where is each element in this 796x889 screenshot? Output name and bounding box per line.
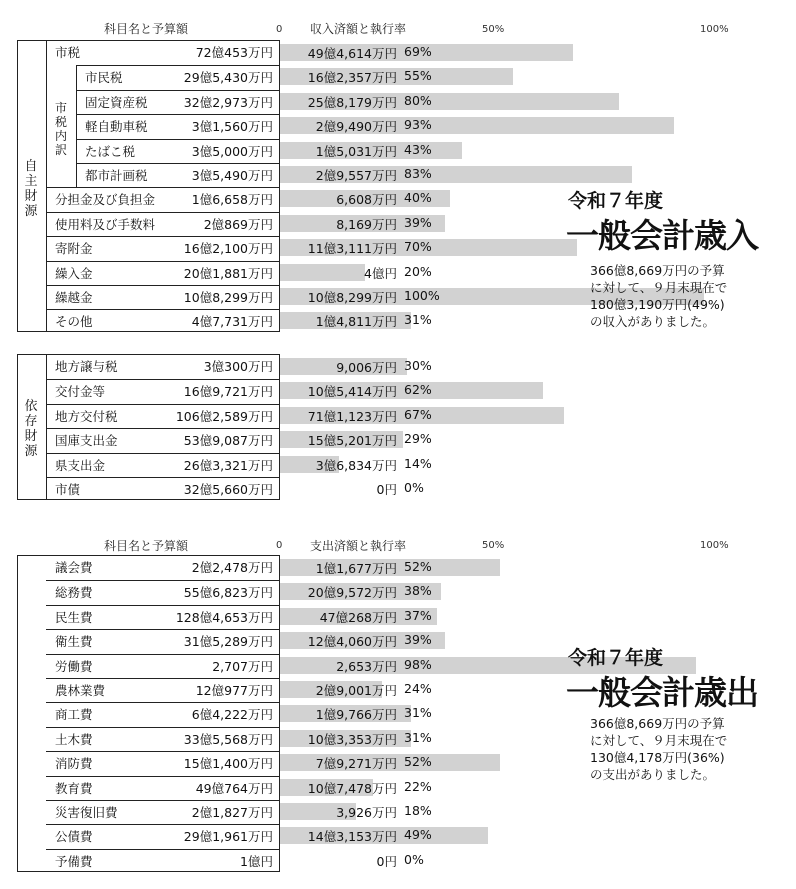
revenue-annotation-title: 一般会計歳入: [566, 216, 758, 255]
table-row: [18, 261, 279, 285]
table-row: [18, 428, 279, 452]
table-row: [18, 285, 279, 309]
execution-percent: 39%: [404, 632, 432, 648]
execution-percent: 29%: [404, 431, 432, 447]
table-row: [18, 187, 279, 211]
row-name: 県支出金: [46, 453, 207, 477]
execution-percent: 0%: [404, 480, 424, 495]
group-label-dependent-source: 依存財源: [24, 399, 38, 459]
expenditure-table: [17, 555, 280, 872]
execution-amount: 12億4,060万円: [307, 634, 397, 650]
divider: [46, 41, 47, 331]
table-row: [18, 727, 279, 751]
row-name: その他: [46, 309, 207, 333]
expenditure-annotation-line: の支出がありました。: [590, 767, 716, 782]
execution-amount: 14億3,153万円: [307, 829, 397, 845]
row-name: 都市計画税: [76, 163, 207, 187]
revenue-tick-0: 0: [276, 24, 283, 35]
row-name: 繰入金: [46, 261, 207, 285]
row-budget: 2,707万円: [168, 654, 279, 678]
execution-percent: 80%: [404, 92, 432, 108]
execution-amount: 3,926万円: [336, 805, 397, 820]
execution-amount: 15億5,201万円: [307, 433, 397, 449]
row-budget: 15億1,400万円: [168, 751, 279, 775]
table-row: [18, 41, 279, 65]
row-name: 商工費: [46, 702, 207, 726]
expenditure-annotation-line: 366億8,669万円の予算: [590, 716, 725, 731]
row-budget: 2億2,478万円: [191, 560, 273, 575]
table-row: [18, 800, 279, 824]
table-row: [18, 605, 279, 629]
row-name: 交付金等: [46, 379, 207, 403]
table-row: [18, 824, 279, 848]
execution-percent: 22%: [404, 778, 432, 794]
table-row: [18, 629, 279, 653]
execution-percent: 93%: [404, 117, 432, 133]
execution-amount: 10億8,299万円: [307, 290, 397, 305]
divider: [76, 65, 77, 187]
execution-percent: 62%: [404, 382, 432, 398]
row-budget: 20億1,881万円: [168, 261, 279, 285]
divider: [46, 355, 47, 499]
execution-amount: 2億9,001万円: [315, 683, 397, 698]
row-name: 使用料及び手数料: [46, 212, 207, 236]
execution-percent: 39%: [404, 214, 432, 230]
row-name: 地方交付税: [46, 404, 207, 428]
execution-percent: 20%: [404, 263, 432, 279]
row-budget: 10億8,299万円: [168, 285, 279, 309]
execution-percent: 67%: [404, 406, 432, 422]
row-budget: 1億円: [168, 849, 279, 873]
execution-percent: 24%: [404, 681, 432, 696]
row-budget: 32億5,660万円: [168, 477, 279, 501]
execution-amount: 49億4,614万円: [307, 46, 397, 61]
expenditure-annotation-line: に対して、９月末現在で: [590, 733, 728, 748]
expenditure-tick-50: 50%: [482, 540, 505, 551]
row-name: 寄附金: [46, 236, 207, 260]
execution-percent: 100%: [404, 288, 440, 303]
row-budget: 31億5,289万円: [168, 629, 279, 653]
row-name: 市債: [46, 477, 207, 501]
expenditure-header-exec: 支出済額と執行率: [310, 539, 407, 553]
revenue-dependent-source-table: [17, 354, 280, 500]
table-row: [18, 163, 279, 187]
execution-amount: 6,608万円: [336, 192, 397, 208]
row-name: 労働費: [46, 654, 207, 678]
execution-percent: 70%: [404, 239, 432, 255]
execution-amount: 16億2,357万円: [307, 70, 397, 86]
row-budget: 29億1,961万円: [168, 824, 279, 848]
table-row: [18, 702, 279, 726]
execution-percent: 0%: [404, 851, 424, 867]
row-budget: 2億1,827万円: [168, 800, 279, 824]
execution-percent: 52%: [404, 559, 432, 574]
row-budget: 72億453万円: [195, 45, 273, 60]
revenue-annotation-line: 180億3,190万円(49%): [590, 297, 725, 312]
row-budget: 3億5,490万円: [168, 163, 279, 187]
row-name: たばこ税: [76, 139, 207, 163]
execution-percent: 38%: [404, 583, 432, 599]
execution-amount: 3億6,834万円: [315, 457, 397, 473]
table-row: [18, 404, 279, 428]
execution-percent: 69%: [404, 44, 432, 59]
table-row: [18, 379, 279, 403]
execution-percent: 37%: [404, 607, 432, 623]
execution-amount: 4億円: [364, 265, 397, 281]
execution-amount: 8,169万円: [336, 216, 397, 232]
row-name: 繰越金: [46, 285, 207, 309]
revenue-annotation-line: 366億8,669万円の予算: [590, 263, 725, 278]
row-budget: 49億764万円: [168, 776, 279, 800]
revenue-annotation-year: 令和７年度: [568, 190, 664, 212]
revenue-annotation-line: の収入がありました。: [590, 314, 716, 329]
expenditure-tick-0: 0: [276, 540, 283, 551]
row-budget: 53億9,087万円: [168, 428, 279, 452]
execution-amount: 1億5,031万円: [315, 143, 397, 159]
execution-percent: 18%: [404, 803, 432, 818]
row-budget: 16億2,100万円: [168, 236, 279, 260]
row-budget: 26億3,321万円: [168, 453, 279, 477]
table-row: [18, 212, 279, 236]
execution-amount: 0円: [376, 482, 397, 497]
table-row: [18, 309, 279, 333]
row-name: 分担金及び負担金: [46, 187, 207, 211]
row-name: 公債費: [46, 824, 207, 848]
revenue-header-exec: 収入済額と執行率: [310, 22, 407, 36]
row-budget: 55億6,823万円: [168, 580, 279, 604]
execution-percent: 55%: [404, 68, 432, 84]
expenditure-annotation-year: 令和７年度: [568, 647, 664, 669]
row-budget: 4億7,731万円: [168, 309, 279, 333]
row-name: 民生費: [46, 605, 207, 629]
table-row: [18, 776, 279, 800]
execution-percent: 31%: [404, 729, 432, 745]
row-name: 市民税: [76, 65, 207, 89]
row-name: 教育費: [46, 776, 207, 800]
row-name: 予備費: [46, 849, 207, 873]
execution-amount: 2億9,490万円: [315, 119, 397, 135]
execution-amount: 11億3,111万円: [307, 241, 397, 257]
row-name: 土木費: [46, 727, 207, 751]
table-row: [18, 236, 279, 260]
row-budget: 3億1,560万円: [168, 114, 279, 138]
row-budget: 32億2,973万円: [168, 90, 279, 114]
revenue-header-name: 科目名と予算額: [104, 22, 189, 36]
row-budget: 6億4,222万円: [168, 702, 279, 726]
revenue-tick-100: 100%: [700, 24, 729, 35]
execution-amount: 1億1,677万円: [315, 561, 397, 576]
row-budget: 106億2,589万円: [168, 404, 279, 428]
row-budget: 16億9,721万円: [168, 379, 279, 403]
execution-amount: 1億9,766万円: [315, 707, 397, 723]
execution-percent: 31%: [404, 312, 432, 328]
row-name: 衛生費: [46, 629, 207, 653]
execution-percent: 49%: [404, 827, 432, 843]
revenue-tick-50: 50%: [482, 24, 505, 35]
row-name: 地方譲与税: [55, 359, 118, 374]
execution-amount: 71億1,123万円: [307, 408, 397, 424]
table-row: [18, 654, 279, 678]
execution-percent: 31%: [404, 705, 432, 721]
execution-percent: 30%: [404, 358, 432, 373]
row-name: 災害復旧費: [46, 800, 207, 824]
row-budget: 33億5,568万円: [168, 727, 279, 751]
row-name: 固定資産税: [76, 90, 207, 114]
execution-percent: 14%: [404, 455, 432, 471]
table-row: [18, 849, 279, 873]
execution-amount: 7億9,271万円: [315, 756, 397, 772]
revenue-annotation-line: に対して、９月末現在で: [590, 280, 728, 295]
row-budget: 128億4,653万円: [168, 605, 279, 629]
table-row: [18, 355, 279, 379]
execution-amount: 1億4,811万円: [315, 314, 397, 330]
table-row: [18, 65, 279, 89]
row-name: 消防費: [46, 751, 207, 775]
expenditure-annotation-title: 一般会計歳出: [566, 673, 758, 712]
table-row: [18, 678, 279, 702]
execution-percent: 98%: [404, 656, 432, 672]
execution-percent: 43%: [404, 141, 432, 157]
expenditure-header-name: 科目名と予算額: [104, 539, 189, 553]
execution-percent: 52%: [404, 754, 432, 770]
table-row: [18, 580, 279, 604]
table-row: [18, 453, 279, 477]
table-row: [18, 751, 279, 775]
row-name: 市税: [55, 45, 81, 60]
row-name: 国庫支出金: [46, 428, 207, 452]
revenue-own-source-table: [17, 40, 280, 332]
row-budget: 12億977万円: [168, 678, 279, 702]
execution-amount: 10億7,478万円: [307, 780, 397, 796]
group-label-own-source: 自主財源: [24, 159, 38, 219]
row-budget: 3億5,000万円: [168, 139, 279, 163]
execution-amount: 0円: [376, 853, 397, 869]
row-name: 軽自動車税: [76, 114, 207, 138]
row-name: 総務費: [46, 580, 207, 604]
execution-amount: 2,653万円: [336, 658, 397, 674]
row-budget: 3億300万円: [203, 359, 273, 374]
execution-percent: 83%: [404, 166, 432, 181]
execution-amount: 47億268万円: [319, 609, 397, 625]
row-name: 農林業費: [46, 678, 207, 702]
row-budget: 1億6,658万円: [168, 187, 279, 211]
execution-amount: 10億3,353万円: [307, 731, 397, 747]
row-budget: 2億869万円: [168, 212, 279, 236]
execution-amount: 2億9,557万円: [315, 168, 397, 183]
table-row: [18, 556, 279, 580]
execution-amount: 10億5,414万円: [307, 384, 397, 400]
expenditure-annotation-line: 130億4,178万円(36%): [590, 750, 725, 765]
table-row: [18, 477, 279, 501]
row-name: 議会費: [55, 560, 93, 575]
group-label-tax-breakdown: 市税内訳: [54, 101, 67, 158]
expenditure-tick-100: 100%: [700, 540, 729, 551]
execution-amount: 9,006万円: [336, 360, 397, 375]
row-budget: 29億5,430万円: [168, 65, 279, 89]
execution-percent: 40%: [404, 190, 432, 206]
execution-amount: 20億9,572万円: [307, 585, 397, 601]
execution-amount: 25億8,179万円: [307, 94, 397, 110]
